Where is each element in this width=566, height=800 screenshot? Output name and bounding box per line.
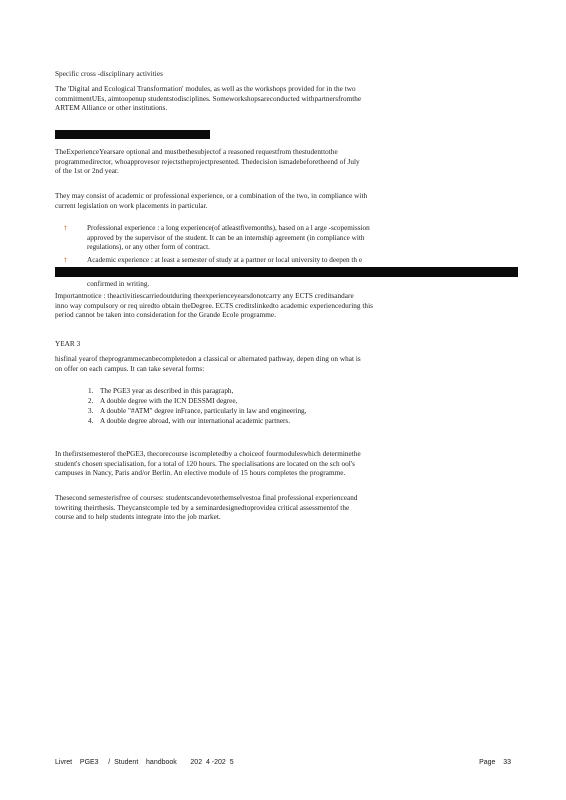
text-line: on offer on each campus. It can take several forms: <box>55 364 205 373</box>
section-heading-activities <box>55 70 513 80</box>
paragraph-important-notice <box>55 292 513 321</box>
text-line: hisfinal yearof theprogrammecanbecompletedon a classical or alternated pathway, depen ding on what is <box>55 355 361 363</box>
paragraph-final-year <box>55 355 513 374</box>
text-line: They may consist of academic or professional experience, or a combination of the two, in compliance with <box>55 192 368 200</box>
text-line: campuses in Nancy, Paris and/or Berlin. An elective module of 15 hours completes the programme. <box>55 469 346 478</box>
redaction-bar <box>55 130 210 139</box>
text-line: programmedirector, whoapprovesor rejectstheprojectpresented. Thedecision ismadebeforetheend of July <box>55 157 360 166</box>
year3-forms-list <box>88 386 508 426</box>
text-line: inno way compulsory or req uiredto obtain theDegree. ECTS creditslinkedto academic experienceduring this <box>55 301 373 310</box>
bullet-continuation <box>87 280 507 290</box>
text-line: commitmentUEs, aimtoopenup studentstodisciplines. Someworkshopsareconducted withpartnersfromthe <box>55 94 362 103</box>
text-line: regulations), or any other form of contract. <box>87 243 210 252</box>
list-item-text: A double degree abroad, with our international academic partners. <box>100 417 290 425</box>
text-line: current legislation on work placements in particular. <box>55 201 208 210</box>
list-item <box>88 416 508 426</box>
list-item <box>88 386 508 396</box>
text-line: of the 1st or 2nd year. <box>55 167 119 176</box>
list-item-text: A double degree with the ICN DESSMI degree, <box>100 397 238 405</box>
paragraph-first-semester <box>55 450 513 479</box>
bullet-professional <box>64 224 518 253</box>
heading-text: YEAR 3 <box>55 340 81 348</box>
paragraph-modules <box>55 85 513 114</box>
redaction-bar <box>55 267 518 277</box>
text-line: confirmed in writing. <box>87 280 150 288</box>
text-line: The 'Digital and Ecological Transformation' modules, as well as the workshops provided for in the two <box>55 85 356 93</box>
page-footer <box>55 758 511 767</box>
text-line: Thesecond semesterisfree of courses: studentscandevotethemselvestoa final professional experienceand <box>55 494 358 502</box>
list-number: 4. <box>88 417 94 425</box>
bullet-marker-icon: † <box>64 256 67 264</box>
list-item-text: A double "#ATM" degree inFrance, particularly in law and engineering, <box>100 407 307 415</box>
text-line: Importantnotice : theactivitiescarriedoutduring theexperienceyearsdonotcarry any ECTS creditsandare <box>55 292 354 300</box>
bullet-academic <box>64 256 518 266</box>
paragraph-consist <box>55 192 513 211</box>
list-number: 3. <box>88 407 94 415</box>
experience-bullet-list <box>64 224 518 265</box>
footer-title: Livret PGE3 / Student handbook 202 4 -202 5 <box>55 759 234 766</box>
heading-text: Specific cross -disciplinary activities <box>55 70 163 78</box>
bullet-marker-icon: † <box>64 225 67 232</box>
list-number: 1. <box>88 387 94 395</box>
text-line: Academic experience : at least a semester of study at a partner or local university to deepen th e <box>87 255 363 264</box>
text-line: Professional experience : a long experience(of atleastfivemonths), based on a l arge -scopemission <box>87 224 370 232</box>
paragraph-second-semester <box>55 494 513 523</box>
list-item-text: The PGE3 year as described in this paragraph, <box>100 387 234 395</box>
list-item <box>88 406 508 416</box>
paragraph-experience-years <box>55 148 513 177</box>
text-line: In thefirstsemesterof thePGE3, thecorecourse iscompletedby a choiceof fourmoduleswhich determinethe <box>55 450 361 458</box>
text-line: towriting theirthesis. Theycanstcomple ted by a seminardesignedtoprovidea critical assessmentof the <box>55 503 350 512</box>
section-heading-year3 <box>55 340 513 350</box>
text-line: ARTEM Alliance or other institutions. <box>55 104 168 113</box>
page-number: Page 33 <box>479 759 511 766</box>
text-line: period cannot be taken into consideration for the Grande Ecole programme. <box>55 311 276 320</box>
text-line: course and to help students integrate into the job market. <box>55 513 221 522</box>
list-number: 2. <box>88 397 94 405</box>
text-line: student's chosen specialisation, for a total of 120 hours. The specialisations are located on the sch ool's <box>55 459 356 468</box>
list-item <box>88 396 508 406</box>
text-line: TheExperienceYearsare optional and mustbethesubjectof a reasoned requestfrom thestudenttothe <box>55 148 338 156</box>
text-line: approved by the supervisor of the student. It can be an internship agreement (in compliance with <box>87 233 365 242</box>
